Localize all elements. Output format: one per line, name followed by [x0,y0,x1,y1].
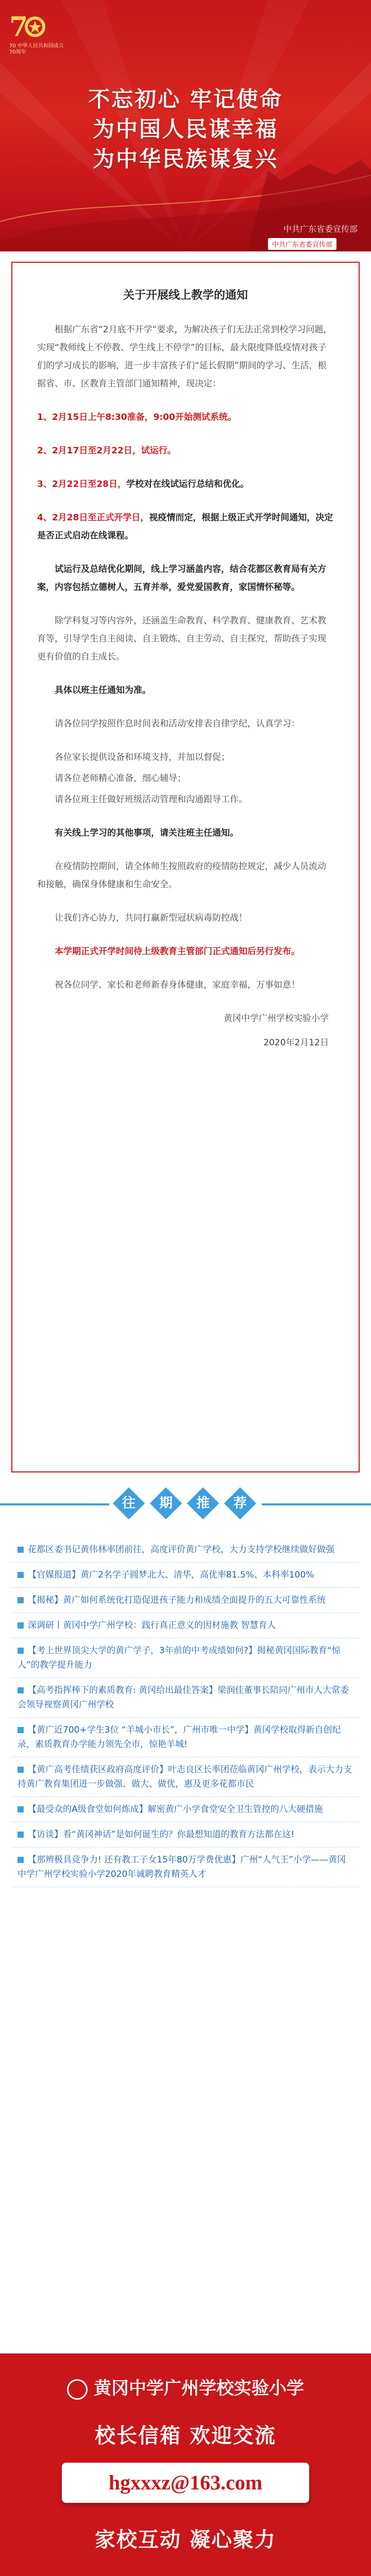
recommend-link-6[interactable]: 【高考指挥棒下的素质教育: 黄冈给出最佳答案】梁润佳董事长陪同广州市人大常委会领导视察黄冈广州学校 [11,1678,360,1718]
recommend-char-2: 期 [150,1487,182,1519]
notice-para-e: 让我们齐心协力，共同打赢新型冠状病毒防控战！ [55,913,247,923]
bullet-icon [18,1597,24,1603]
notice-rule-2: 请各位老师精心准备，细心辅导； [55,773,186,784]
logo-caption: 70 中华人民共和国成立70周年 [9,43,64,55]
anniversary-logo [9,11,65,56]
footer-mailbox-title: 校长信箱 欢迎交流 [95,2424,276,2448]
notice-item-4 [37,509,334,545]
recommend-link-4[interactable]: 深调研丨黄冈中学广州学校：践行真正意义的因材施教 智慧育人 [11,1613,360,1638]
recommend-link-1[interactable]: 花都区委书记黄伟林率团前往，高度评价黄广学校，大力支持学校继续做好做强 [11,1537,360,1563]
notice-date: 2020年2月12日 [263,1038,329,1048]
notice-heading-1: 具体以班主任通知为准。 [55,685,151,696]
footer-school-name: 黄冈中学广州学校实验小学 [0,2374,371,2400]
notice-para-g: 祝各位同学、家长和老师新春身体健康，家庭幸福，万事如意！ [55,980,300,990]
notice-item-4-text: 视疫情而定，根据上级正式开学时间通知，决定是否正式启动在线课程。 [37,513,333,541]
bullet-icon [18,1572,24,1578]
recommend-list [11,1537,360,1887]
notice-item-4-date: 4、2月28日至正式开学日， [37,513,149,523]
notice-para-f: 本学期正式开学时间待上级教育主管部门正式通知后另行发布。 [55,946,300,957]
notice-title: 关于开展线上教学的通知 [123,289,248,302]
notice-heading-2: 有关线上学习的其他事项，请关注班主任通知。 [55,828,239,838]
bullet-icon [18,1832,24,1838]
recommend-link-5[interactable]: 【考上世界顶尖大学的黄广学子，3年前的中考成绩如何?】揭秘黄冈国际教育“惊人”的教学提升能力 [11,1638,360,1678]
bullet-icon [18,1727,24,1733]
notice-item-2-text: 2、2月17日至2月22日，试运行。 [37,446,176,456]
notice-body [12,321,359,1052]
notice-item-2 [37,442,334,460]
notice-item-3-date: 3、2月22日至28日， [37,479,126,489]
recommend-link-11[interactable]: 【那辨极具竞争力! 还有教工子女15年80万学费优惠】广州“人气王”小学——黄冈中学广州学校实验小学2020年诚聘教育精英人才 [11,1848,360,1887]
banner-watermark: 中共广东省委宣传部 [283,224,358,234]
notice-item-1: 1、2月15日上午8:30准备，9:00开始测试系统。 [37,412,237,422]
notice-item-3 [37,476,334,494]
notice-para-b: 除学科复习等内容外，还涵盖生命教育、科学教育、健康教育、艺术教育等，引导学生自主阅读、自主锻炼、自主劳动、自主探究，帮助孩子实现更有价值的自主成长。 [37,616,326,662]
recommend-char-1: 往 [113,1487,145,1519]
notice-intro: 根据广东省“2月底不开学”要求，为解决孩子们无法正常到校学习问题，实现“教师线上不停教、学生线上不停学”的目标，最大限度降低疫情对孩子们的学习成长的影响，进一步丰富孩子们“延长假期”期间的学习、生活，根据省、市、区教育主管部门通知精神，现决定： [37,325,332,389]
recommend-header [0,1486,371,1522]
recommend-char-3: 推 [187,1487,219,1519]
recommend-link-3[interactable]: 【揭秘】黄广如何系统化打造促进孩子能力和成绩全面提升的五大可靠性系统 [11,1588,360,1613]
recommend-char-4: 荐 [224,1487,256,1519]
bullet-icon [18,1687,24,1693]
notice-para-c: 请各位同学按照作息时间表和活动安排表自律学纪，认真学习： [55,719,300,729]
recommend-link-10[interactable]: 【访谈】看“黄冈神话”是如何诞生的？你最想知道的教育方法都在这! [11,1822,360,1848]
footer-panel [0,2353,371,2576]
svg-text:7: 7 [9,11,28,41]
bullet-icon [18,1767,24,1773]
notice-rule-3: 请各位班主任做好班级活动管理和沟通跟导工作。 [55,794,247,805]
bullet-icon [18,1622,24,1629]
banner-slogan-line-1: 不忘初心 牢记使命 [88,87,283,112]
banner-tag: 中共广东省委宣传部 [268,238,336,250]
top-banner [0,0,371,251]
school-logo-icon [67,2379,88,2400]
footer-email[interactable]: hgxxxz@163.com [108,2471,263,2494]
notice-card [11,262,360,1472]
recommend-link-7[interactable]: 【黄广近700+学生3位 “羊城小市长”，广州市唯一中学】黄冈学校取得新自创纪录，素质教育办学能力领先全市，惊艳羊城! [11,1718,360,1757]
recommend-link-9[interactable]: 【最受众的A级食堂如何炼成】解密黄广小学食堂安全卫生管控的八大硬措施 [11,1797,360,1822]
recommend-link-2[interactable]: 【官媒报道】黄广2名学子圆梦北大、清华，高优率81.5%、本科率100% [11,1563,360,1588]
recommend-link-8[interactable]: 【黄广高考佳绩获区政府高度评价】叶志良区长率团莅临黄冈广州学校，表示大力支持黄广教育集团进一步做强、做大、做优，惠及更多花都市民 [11,1757,360,1797]
notice-signature: 黄冈中学广州学校实验小学 [224,1013,329,1024]
seventy-emblem-icon [9,11,46,41]
notice-para-a: 试运行及总结优化期间，线上学习涵盖内容，结合花都区教育局有关方案，内容包括立德树人，五育并举，爱党爱国教育，家国情怀秘等。 [37,564,326,592]
bullet-icon [18,1857,24,1863]
footer-slogan: 家校互动 凝心聚力 [95,2528,276,2552]
banner-slogan-line-2: 为中国人民谋幸福 [92,116,278,142]
banner-slogan-line-3: 为中华民族谋复兴 [92,146,278,172]
footer-email-box[interactable] [62,2463,309,2503]
recommend-header-box [109,1486,262,1522]
notice-item-3-text: 学校对在线试运行总结和优化。 [126,479,249,489]
bullet-icon [18,1806,24,1812]
bullet-icon [18,1648,24,1654]
notice-para-d: 在疫情防控期间，请全体师生按照政府的疫情防控规定，减少人员流动和接触，确保身体健康和生命安全。 [37,861,326,890]
bullet-icon [18,1547,24,1553]
notice-rule-1: 各位家长提供设备和环境支持，并加以督促； [55,752,230,762]
